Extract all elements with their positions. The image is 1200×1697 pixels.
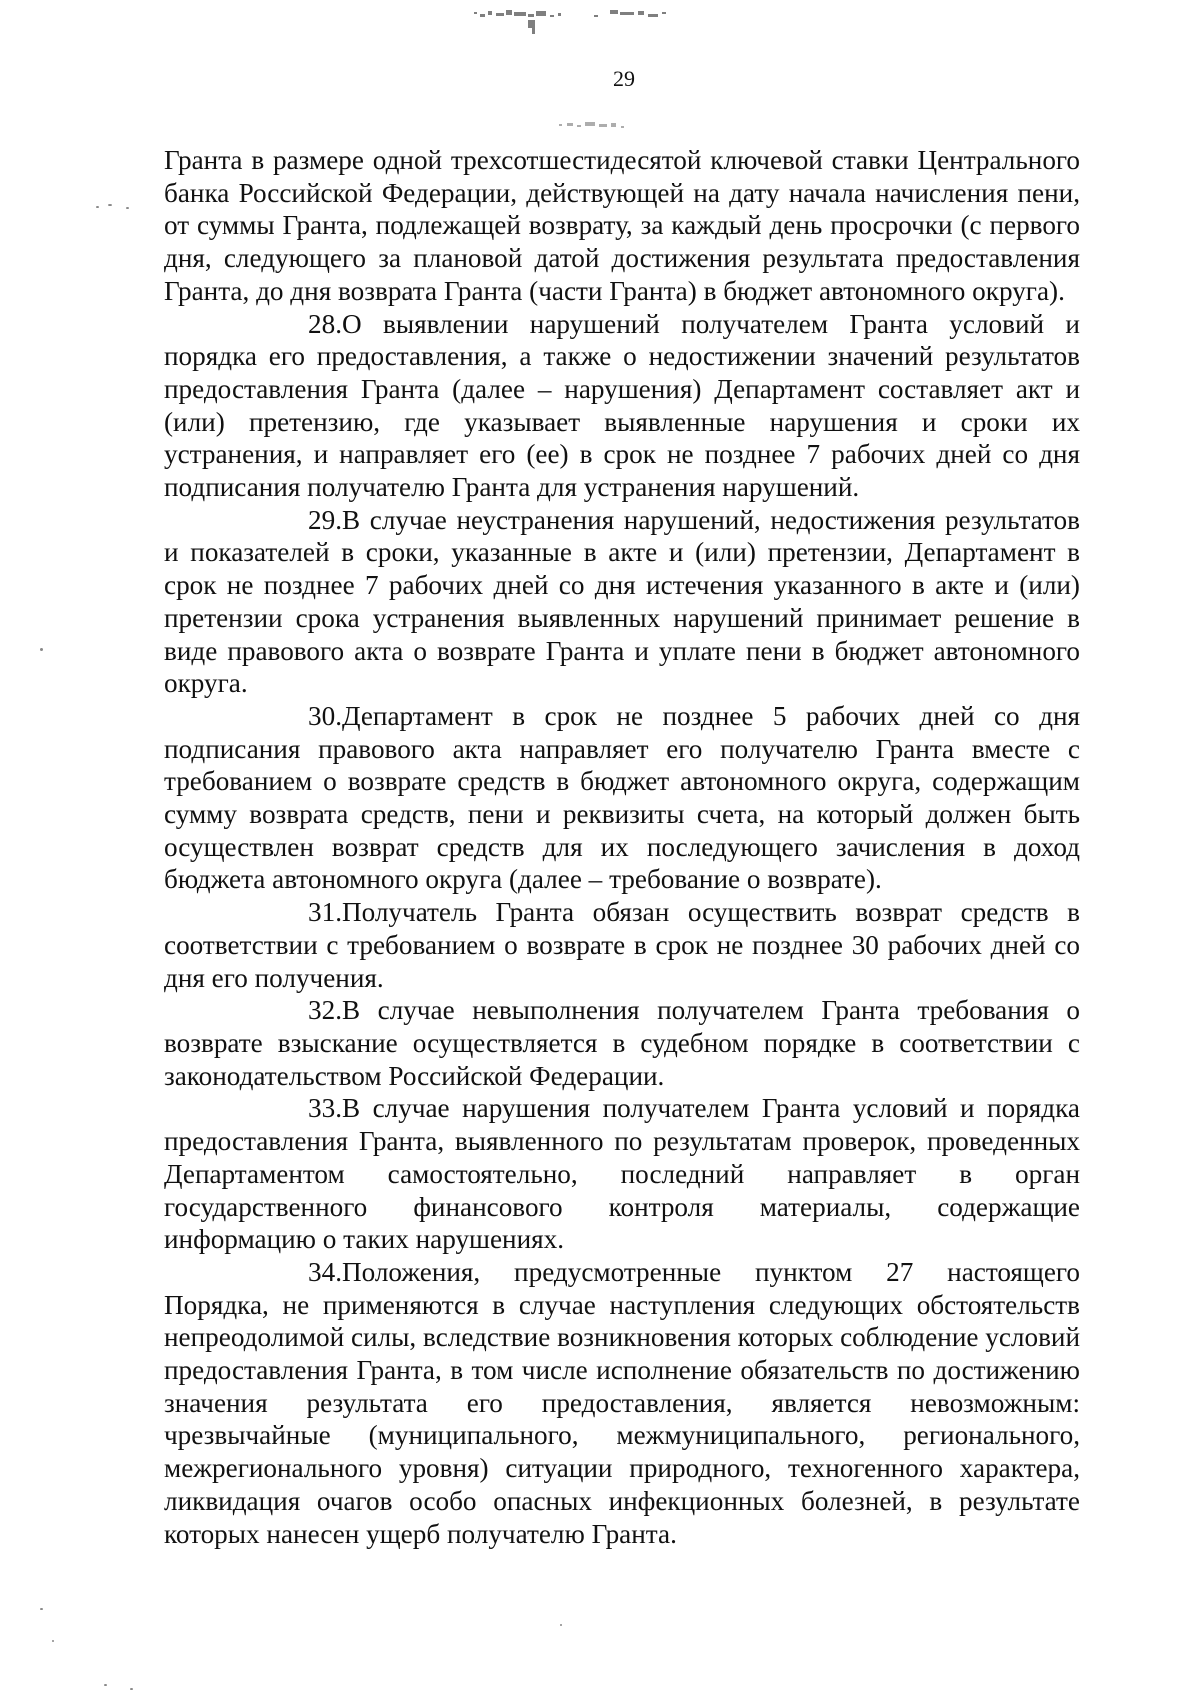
paragraph-34 [164, 1256, 1080, 1550]
scan-speck [104, 1684, 107, 1686]
paragraph-32 [164, 994, 1080, 1092]
paragraph-number: 30. [308, 700, 342, 731]
paragraph-29 [164, 504, 1080, 700]
paragraph-number: 28. [308, 308, 342, 339]
paragraph-number: 29. [308, 504, 342, 535]
paragraph-31 [164, 896, 1080, 994]
paragraph-text: В случае нарушения получателем Гранта условий и порядка предоставления Гранта, выявленного по результатам проверок, проведенных Департаментом самостоятельно, последний направляет в орган государственного финансового контроля материалы, содержащие информацию о таких нарушениях. [164, 1093, 1080, 1255]
scan-artifact-small [555, 118, 665, 132]
paragraph-number: 33. [308, 1093, 342, 1124]
paragraph-continuation: Гранта в размере одной трехсотшестидесятой ключевой ставки Центрального банка Российской Федерации, действующей на дату начала начисления пени, от суммы Гранта, подлежащей возврату, за каждый день просрочки (с первого дня, следующего за плановой датой достижения результата предоставления Гранта, до дня возврата Гранта (части Гранта) в бюджет автономного округа). [164, 145, 1080, 306]
scan-speck [40, 648, 43, 651]
page-number: 29 [613, 66, 635, 91]
paragraph-number: 34. [308, 1256, 342, 1287]
scan-speck [40, 1608, 43, 1610]
scan-speck [96, 206, 99, 208]
paragraph-28 [164, 308, 1080, 504]
scan-artifact-top [470, 6, 730, 40]
paragraph-33 [164, 1092, 1080, 1256]
paragraph-text: В случае невыполнения получателем Гранта требования о возврате взыскание осуществляется в судебном порядке в соответствии с законодательством Российской Федерации. [164, 995, 1080, 1091]
scan-speck [126, 207, 129, 209]
paragraph-number: 32. [308, 995, 342, 1026]
scan-speck [52, 1640, 54, 1642]
paragraph-text: В случае неустранения нарушений, недостижения результатов и показателей в сроки, указанные в акте и (или) претензии, Департамент в срок не позднее 7 рабочих дней со дня истечения указанного в акте и (или) претензии срока устранения выявленных нарушений принимает решение в виде правового акта о возврате Гранта и уплате пени в бюджет автономного округа. [164, 504, 1080, 699]
paragraph-text: О выявлении нарушений получателем Гранта условий и порядка его предоставления, а также о недостижении значений результатов предоставления Гранта (далее – нарушения) Департамент составляет акт и (или) претензию, где указывает выявленные нарушения и сроки их устранения, и направляет его (ее) в срок не позднее 7 рабочих дней со дня подписания получателю Гранта для устранения нарушений. [164, 308, 1080, 503]
paragraph-text: Получатель Гранта обязан осуществить возврат средств в соответствии с требованием о возврате в срок не позднее 30 рабочих дней со дня его получения. [164, 897, 1080, 993]
scan-speck [560, 1624, 562, 1626]
scan-speck [108, 204, 112, 206]
paragraph-30 [164, 700, 1080, 896]
paragraph-number: 31. [308, 897, 342, 928]
paragraph-text: Департамент в срок не позднее 5 рабочих дней со дня подписания правового акта направляет его получателю Гранта вместе с требованием о возврате средств в бюджет автономного округа, содержащим сумму возврата средств, пени и реквизиты счета, на который должен быть осуществлен возврат средств для их последующего зачисления в доход бюджета автономного округа (далее – требование о возврате). [164, 700, 1080, 895]
scan-speck [130, 1688, 133, 1690]
paragraph-text: Положения, предусмотренные пунктом 27 настоящего Порядка, не применяются в случае наступления следующих обстоятельств непреодолимой силы, вследствие возникновения которых соблюдение условий предоставления Гранта, в том числе исполнение обязательств по достижению значения результата его предоставления, является невозможным: чрезвычайные (муниципального, межмуниципального, регионального, межрегионального уровня) ситуации природного, техногенного характера, ликвидация очагов особо опасных инфекционных болезней, в результате которых нанесен ущерб получателю Гранта. [164, 1256, 1081, 1549]
document-body [164, 144, 1080, 1550]
